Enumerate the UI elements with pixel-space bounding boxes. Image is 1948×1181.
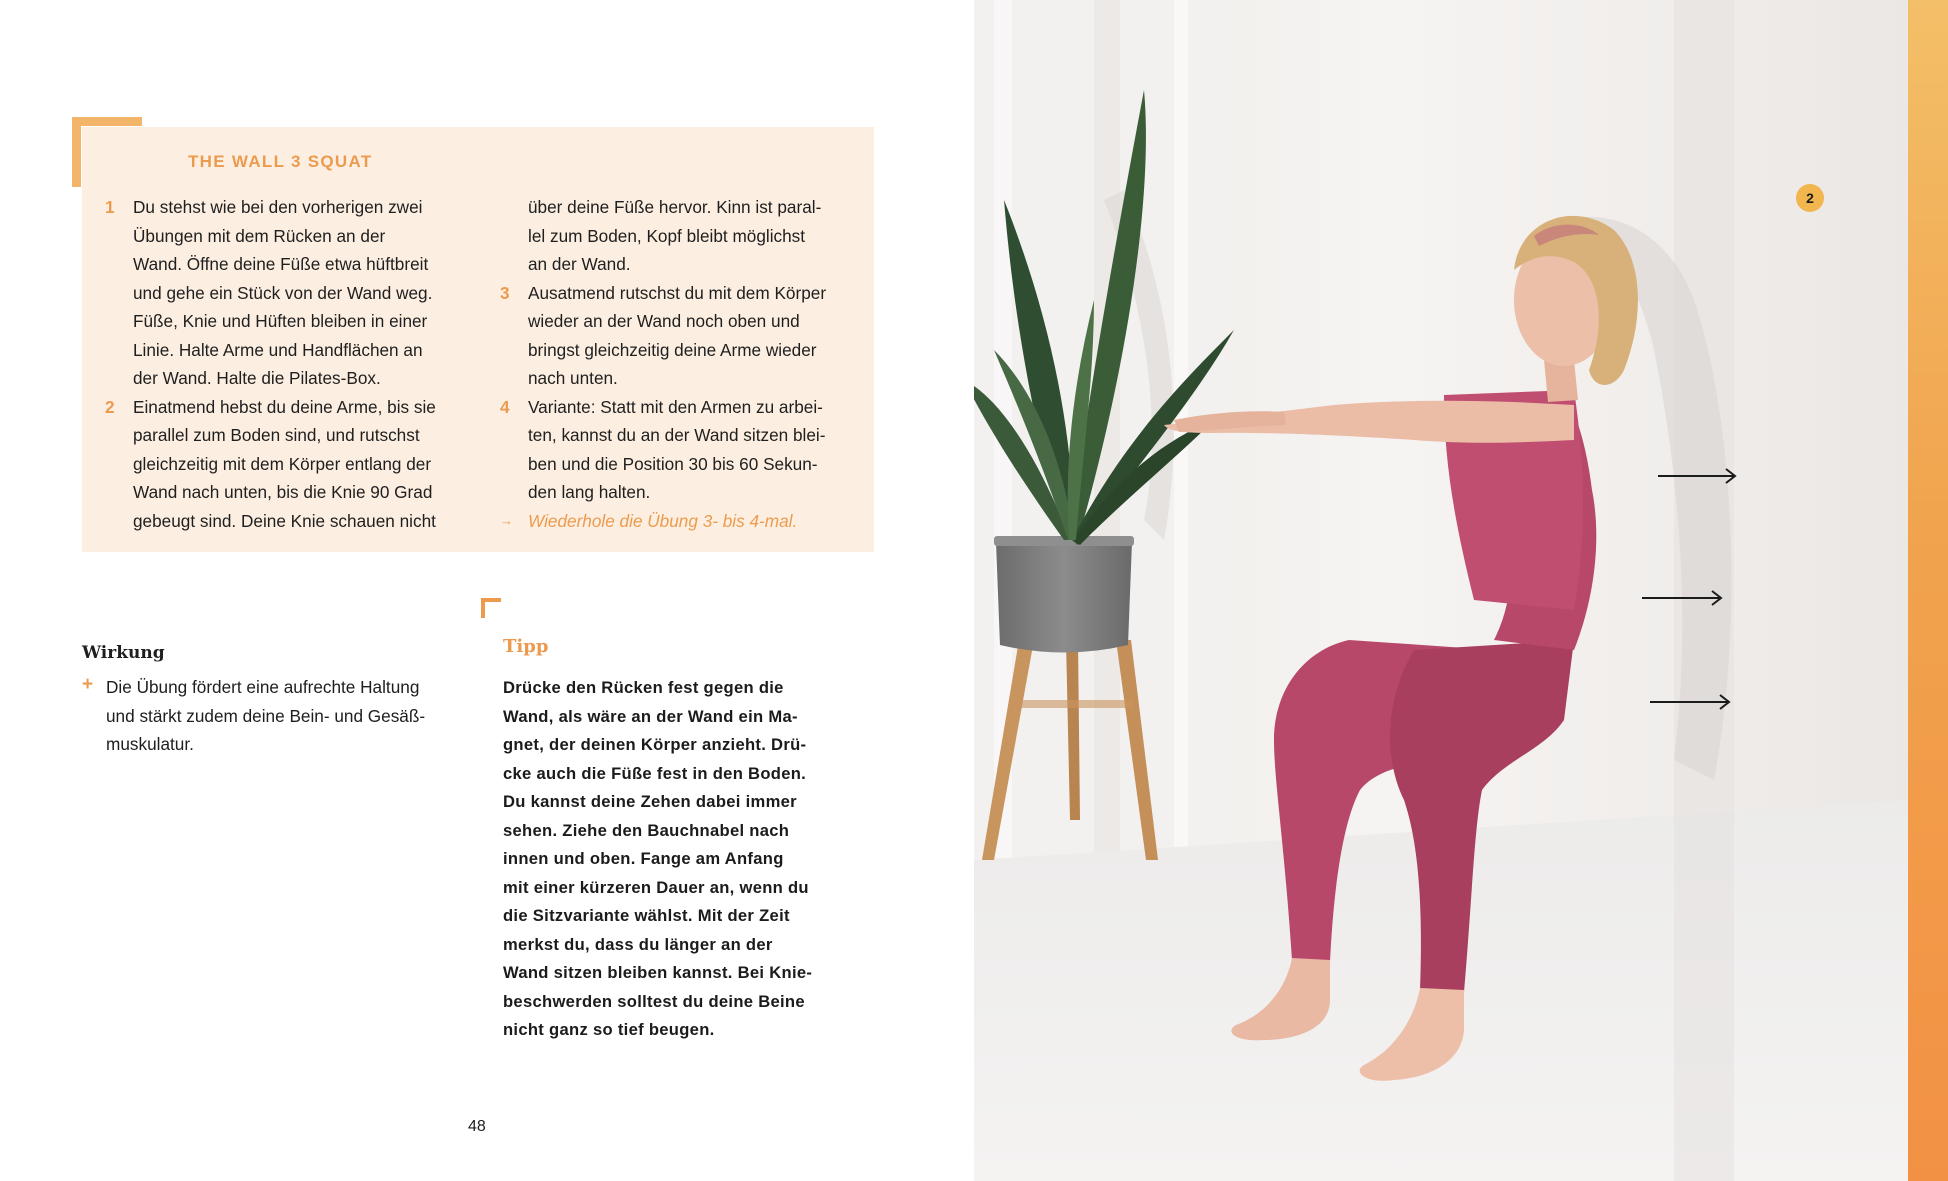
- step-number: 2: [105, 396, 115, 417]
- step-number: 3: [500, 282, 510, 303]
- tipp-line: innen und oben. Fange am Anfang: [503, 849, 784, 868]
- step-line: bringst gleichzeitig deine Arme wieder: [528, 339, 817, 360]
- tipp-line: Du kannst deine Zehen dabei immer: [503, 792, 797, 811]
- step-line: Linie. Halte Arme und Handflächen an: [133, 339, 423, 360]
- step-line: Übungen mit dem Rücken an der: [133, 225, 386, 246]
- step-number: 1: [105, 197, 115, 217]
- step-line: wieder an der Wand noch oben und: [528, 311, 800, 331]
- step-line: Ausatmend rutschst du mit dem Körper: [528, 282, 827, 303]
- step-line: ten, kannst du an der Wand sitzen blei-: [528, 425, 826, 445]
- page-number: 48: [468, 1118, 486, 1135]
- tipp-line: cke auch die Füße fest in den Boden.: [503, 763, 807, 783]
- step-line: der Wand. Halte die Pilates-Box.: [133, 368, 381, 388]
- tipp-line: Drücke den Rücken fest gegen die: [503, 678, 784, 697]
- repeat-text: Wiederhole die Übung 3- bis 4-mal.: [528, 510, 798, 531]
- step-line: und gehe ein Stück von der Wand weg.: [133, 282, 433, 303]
- step-3: [500, 279, 854, 393]
- step-line: Wand nach unten, bis die Knie 90 Grad: [133, 482, 433, 502]
- arrow-right-icon: →: [500, 512, 513, 528]
- exercise-title: THE WALL 3 SQUAT: [188, 152, 373, 171]
- step-line: Du stehst wie bei den vorherigen zwei: [133, 197, 423, 217]
- step-line: Wand. Öffne deine Füße etwa hüftbreit: [133, 254, 429, 274]
- tipp-line: die Sitzvariante wählst. Mit der Zeit: [503, 906, 790, 925]
- step-line: ben und die Position 30 bis 60 Sekun-: [528, 453, 818, 474]
- steps-column-left: [105, 193, 459, 535]
- step-line: parallel zum Boden sind, und rutschst: [133, 425, 420, 445]
- step-2-continued: [500, 193, 854, 279]
- photo-illustration: [974, 0, 1908, 1181]
- repeat-instruction: [500, 507, 854, 536]
- wirkung-list-item: [82, 673, 452, 759]
- step-line: nach unten.: [528, 368, 618, 388]
- tipp-line: gnet, der deinen Körper anzieht. Drü-: [503, 735, 807, 754]
- steps-column-right: [500, 193, 854, 535]
- plus-icon: +: [82, 674, 94, 695]
- wirkung-line: Die Übung fördert eine aufrechte Haltung: [106, 677, 420, 697]
- tipp-line: Wand sitzen bleiben kannst. Bei Knie-: [503, 963, 813, 982]
- step-line: gebeugt sind. Deine Knie schauen nicht: [133, 510, 436, 531]
- exercise-photo: [974, 0, 1908, 1181]
- step-line: gleichzeitig mit dem Körper entlang der: [133, 453, 432, 474]
- wirkung-line: muskulatur.: [106, 734, 194, 754]
- tipp-body: [503, 674, 833, 1045]
- step-2: [105, 393, 459, 536]
- wirkung-heading: Wirkung: [82, 643, 165, 663]
- tipp-corner-icon: [481, 598, 501, 618]
- step-line: Variante: Statt mit den Armen zu arbei-: [528, 396, 823, 417]
- corner-bracket-decoration: [72, 117, 142, 187]
- tipp-line: merkst du, dass du länger an der: [503, 934, 773, 954]
- step-4: [500, 393, 854, 507]
- page-edge-tab: [1908, 0, 1948, 1181]
- step-line: an der Wand.: [528, 254, 631, 274]
- tipp-line: mit einer kürzeren Dauer an, wenn du: [503, 877, 809, 897]
- tipp-line: nicht ganz so tief beugen.: [503, 1020, 715, 1039]
- step-line: Füße, Knie und Hüften bleiben in einer: [133, 311, 428, 331]
- tipp-line: beschwerden solltest du deine Beine: [503, 991, 805, 1011]
- step-marker-badge: 2: [1796, 184, 1824, 212]
- tipp-heading: Tipp: [503, 636, 549, 657]
- tipp-line: sehen. Ziehe den Bauchnabel nach: [503, 820, 790, 840]
- step-1: [105, 193, 459, 393]
- step-line: lel zum Boden, Kopf bleibt möglichst: [528, 225, 806, 246]
- step-line: Einatmend hebst du deine Arme, bis sie: [133, 396, 436, 417]
- step-number: 4: [500, 396, 510, 417]
- wirkung-line: und stärkt zudem deine Bein- und Gesäß-: [106, 705, 426, 726]
- step-line: den lang halten.: [528, 482, 651, 502]
- step-line: über deine Füße hervor. Kinn ist paral-: [528, 197, 822, 217]
- tipp-line: Wand, als wäre an der Wand ein Ma-: [503, 706, 798, 726]
